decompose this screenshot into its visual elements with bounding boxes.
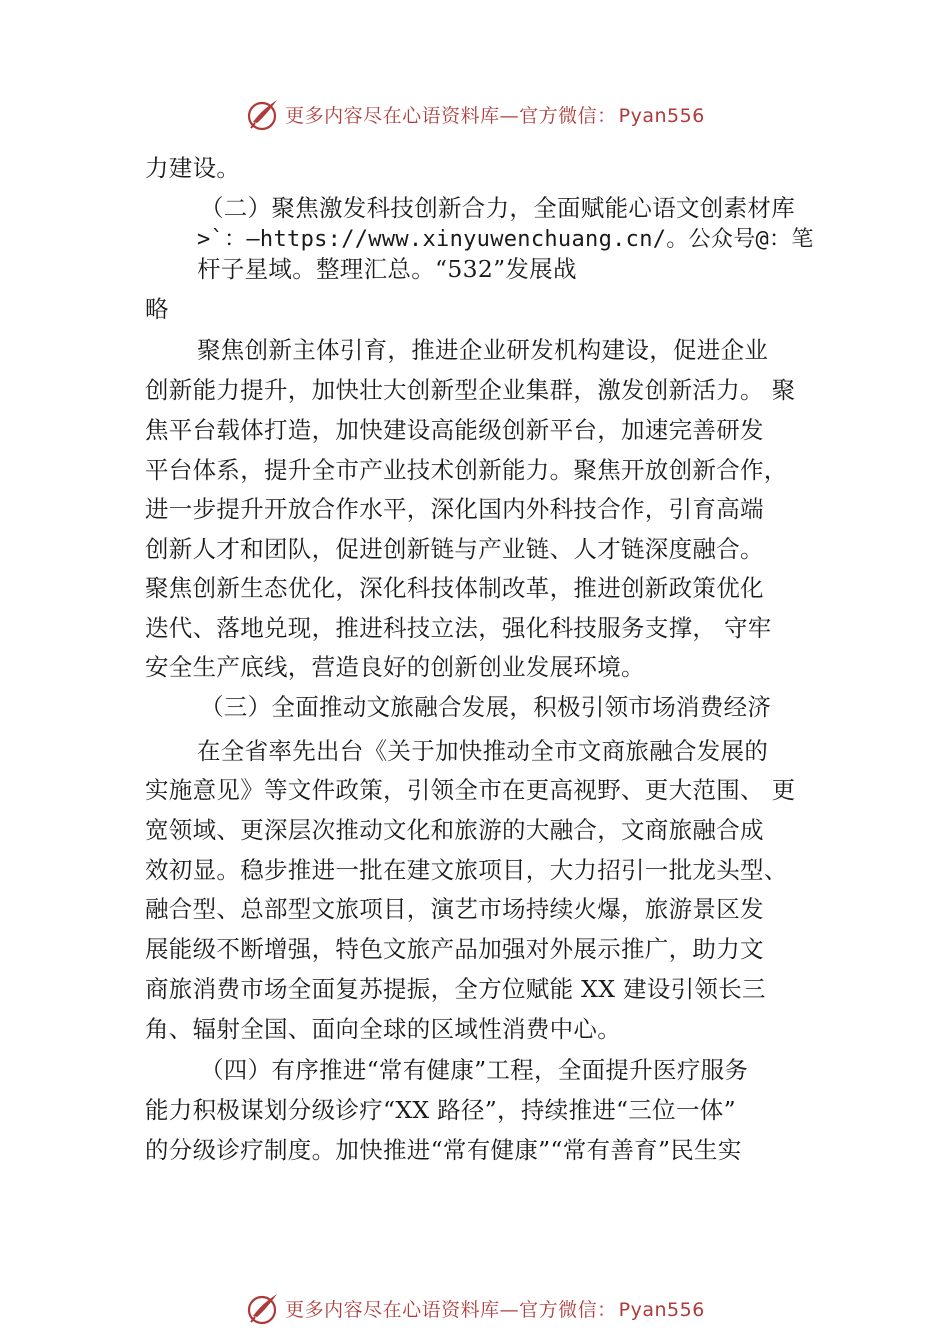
text-line: 商旅消费市场全面复苏提振，全方位赋能 XX 建设引领长三 — [145, 975, 766, 1003]
text-line: 聚焦创新主体引育，推进企业研发机构建设，促进企业 — [197, 336, 769, 364]
text-line: 创新能力提升，加快壮大创新型企业集群，激发创新活力。 聚 — [145, 376, 796, 404]
header-watermark — [0, 94, 950, 134]
text-line: 角、辐射全国、面向全球的区域性消费中心。 — [145, 1015, 621, 1043]
text-line: 聚焦创新生态优化，深化科技体制改革，推进创新政策优化 — [145, 574, 764, 602]
text-line: 实施意见》等文件政策，引领全市在更高视野、更大范围、 更 — [145, 776, 796, 804]
text-line: 迭代、落地兑现，推进科技立法，强化科技服务支撑， 守牢 — [145, 614, 772, 642]
text-line: 力建设。 — [145, 154, 241, 182]
watermark-text: 更多内容尽在心语资料库—官方微信： — [285, 104, 617, 127]
watermark-text: 更多内容尽在心语资料库—官方微信： — [285, 1298, 617, 1321]
footer-watermark — [0, 1288, 950, 1328]
text-line: 展能级不断增强，特色文旅产品加强对外展示推广，助力文 — [145, 935, 764, 963]
text-line: 效初显。稳步推进一批在建文旅项目，大力招引一批龙头型、 — [145, 856, 788, 884]
text-line: 宽领域、更深层次推动文化和旅游的大融合，文商旅融合成 — [145, 816, 764, 844]
text-line: >`：—https://www.xinyuwenchuang.cn/。公众号@：笔 — [197, 227, 814, 252]
text-line: 平台体系，提升全市产业技术创新能力。聚焦开放创新合作， — [145, 456, 788, 484]
watermark-wechat-id: Pyan556 — [618, 1298, 705, 1321]
text-line: 焦平台载体打造，加快建设高能级创新平台，加速完善研发 — [145, 416, 764, 444]
text-line: 融合型、总部型文旅项目，演艺市场持续火爆，旅游景区发 — [145, 895, 764, 923]
quill-logo-icon — [245, 96, 281, 132]
section-heading-4: （四）有序推进“常有健康”工程，全面提升医疗服务 — [200, 1056, 749, 1084]
text-line: 的分级诊疗制度。加快推进“常有健康”“常有善育”民生实 — [145, 1136, 742, 1164]
quill-logo-icon — [245, 1290, 281, 1326]
text-line: 在全省率先出台《关于加快推动全市文商旅融合发展的 — [197, 737, 769, 765]
text-line: 杆子星域。整理汇总。“532”发展战 — [197, 255, 577, 283]
text-line: 进一步提升开放合作水平，深化国内外科技合作，引育高端 — [145, 495, 764, 523]
section-heading-2: （二）聚焦激发科技创新合力，全面赋能心语文创素材库 — [200, 194, 795, 222]
text-line: 能力积极谋划分级诊疗“XX 路径”，持续推进“三位一体” — [145, 1096, 736, 1124]
text-line: 略 — [145, 295, 169, 323]
text-line: 安全生产底线，营造良好的创新创业发展环境。 — [145, 653, 645, 681]
text-line: 创新人才和团队，促进创新链与产业链、人才链深度融合。 — [145, 535, 764, 563]
watermark-wechat-id: Pyan556 — [618, 104, 705, 127]
section-heading-3: （三）全面推动文旅融合发展，积极引领市场消费经济 — [200, 693, 772, 721]
